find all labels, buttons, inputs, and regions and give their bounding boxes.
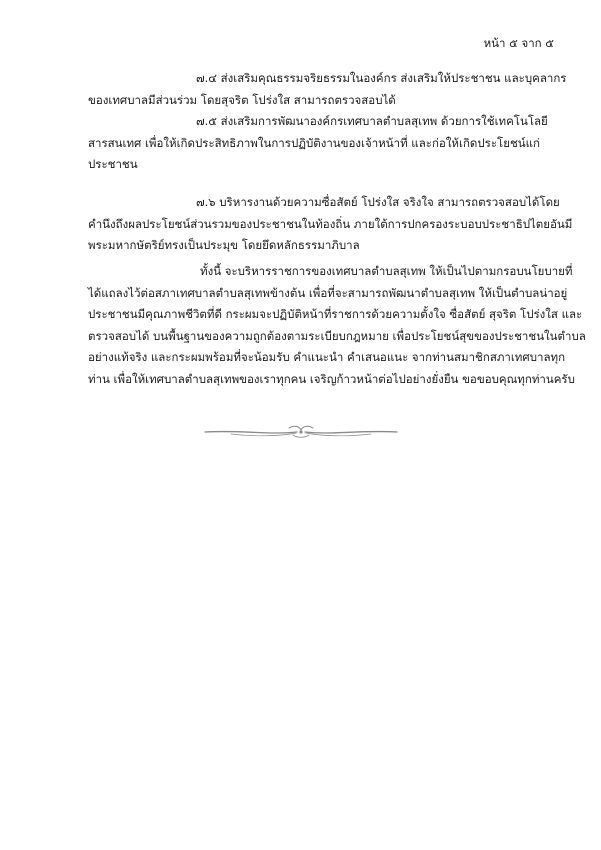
section-7-6 — [88, 192, 573, 257]
closing-line-3: ประชาชนมีคุณภาพชีวิตที่ดี กระผมจะปฏิบัติหน้าที่ราชการด้วยความตั้งใจ ซื่อสัตย์ สุจริต โปร่งใส และ — [88, 307, 583, 321]
page-number: หน้า ๕ จาก ๕ — [483, 36, 554, 50]
section-7-5-line-2: สารสนเทศ เพื่อให้เกิดประสิทธิภาพในการปฏิบัติงานของเจ้าหน้าที่ และก่อให้เกิดประโยชน์แก่ — [88, 135, 540, 150]
section-7-4-and-7-5 — [88, 68, 567, 176]
section-7-5-line-3: ประชาชน — [88, 157, 138, 171]
section-7-4-line-1: ๗.๔ ส่งเสริมคุณธรรมจริยธรรมในองค์กร ส่งเสริมให้ประชาชน และบุคลากร — [196, 71, 567, 85]
section-7-5-line-1: ๗.๕ ส่งเสริมการพัฒนาองค์กรเทศบาลตำบลสุเทพ ด้วยการใช้เทคโนโลยี — [196, 114, 548, 128]
section-7-6-line-2: คำนึงถึงผลประโยชน์ส่วนรวมของประชาชนในท้องถิ่น ภายใต้การปกครองระบอบประชาธิปไตยอันมี — [88, 216, 573, 231]
closing-line-6: ท่าน เพื่อให้เทศบาลตำบลสุเทพของเราทุกคน เจริญก้าวหน้าต่อไปอย่างยั่งยืน ขอขอบคุณทุกท่านครับ — [88, 371, 575, 386]
section-7-6-line-3: พระมหากษัตริย์ทรงเป็นประมุข โดยยึดหลักธรรมาภิบาล — [88, 238, 360, 252]
section-7-6-line-1: ๗.๖ บริหารงานด้วยความซื่อสัตย์ โปร่งใส จริงใจ สามารถตรวจสอบได้โดย — [196, 195, 560, 209]
closing-line-2: ได้แถลงไว้ต่อสภาเทศบาลตำบลสุเทพข้างต้น เพื่อที่จะสามารถพัฒนาตำบลสุเทพ ให้เป็นตำบลน่าอยู่ — [88, 285, 568, 300]
closing-line-1: ทั้งนี้ จะบริหารราชการของเทศบาลตำบลสุเทพ ให้เป็นไปตามกรอบนโยบายที่ — [200, 264, 573, 278]
closing-paragraph — [88, 261, 586, 390]
closing-line-5: อย่างแท้จริง และกระผมพร้อมที่จะน้อมรับ คำแนะนำ คำเสนอแนะ จากท่านสมาชิกสภาเทศบาลทุก — [88, 350, 566, 364]
closing-line-4: ตรวจสอบได้ บนพื้นฐานของความถูกต้องตามระเบียบกฎหมาย เพื่อประโยชน์สุขของประชาชนในตำบล — [88, 328, 586, 343]
flourish-divider-icon — [201, 423, 401, 441]
section-7-4-line-2: ของเทศบาลมีส่วนร่วม โดยสุจริต โปร่งใส สามารถตรวจสอบได้ — [88, 92, 396, 107]
